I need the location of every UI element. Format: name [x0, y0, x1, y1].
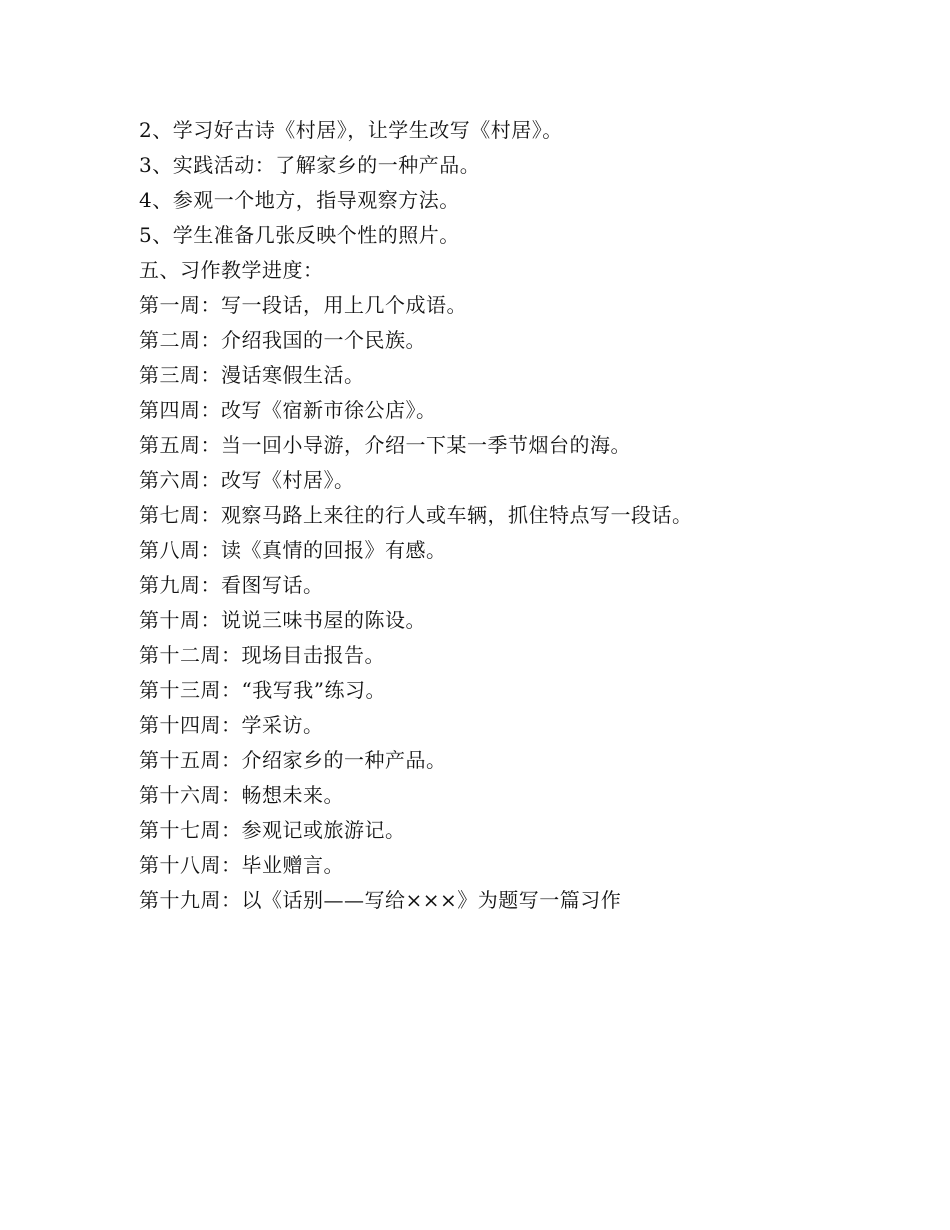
schedule-week-4: 第四周：改写《宿新市徐公店》。: [139, 398, 437, 422]
activity-item-3: 3、实践活动：了解家乡的一种产品。: [139, 153, 481, 177]
activity-item-2: 2、学习好古诗《村居》，让学生改写《村居》。: [139, 118, 563, 142]
schedule-week-18: 第十八周：毕业赠言。: [139, 853, 344, 877]
schedule-week-17: 第十七周：参观记或旅游记。: [139, 818, 406, 842]
schedule-week-19: 第十九周：以《话别——写给×××》为题写一篇习作: [139, 888, 622, 912]
section-heading-schedule: 五、习作教学进度：: [139, 258, 324, 282]
schedule-week-3: 第三周：漫话寒假生活。: [139, 363, 365, 387]
schedule-week-13: 第十三周：“我写我”练习。: [139, 678, 386, 702]
schedule-week-2: 第二周：介绍我国的一个民族。: [139, 328, 426, 352]
schedule-week-14: 第十四周：学采访。: [139, 713, 324, 737]
schedule-week-12: 第十二周：现场目击报告。: [139, 643, 385, 667]
schedule-week-9: 第九周：看图写话。: [139, 573, 324, 597]
schedule-week-8: 第八周：读《真情的回报》有感。: [139, 538, 447, 562]
schedule-week-6: 第六周：改写《村居》。: [139, 468, 355, 492]
schedule-week-10: 第十周：说说三味书屋的陈设。: [139, 608, 426, 632]
schedule-week-7: 第七周：观察马路上来往的行人或车辆，抓住特点写一段话。: [139, 503, 693, 527]
activity-item-5: 5、学生准备几张反映个性的照片。: [139, 223, 460, 247]
schedule-week-15: 第十五周：介绍家乡的一种产品。: [139, 748, 447, 772]
schedule-week-5: 第五周：当一回小导游，介绍一下某一季节烟台的海。: [139, 433, 631, 457]
activity-item-4: 4、参观一个地方，指导观察方法。: [139, 188, 460, 212]
schedule-week-1: 第一周：写一段话，用上几个成语。: [139, 293, 467, 317]
schedule-week-16: 第十六周：畅想未来。: [139, 783, 344, 807]
document-body: [139, 113, 839, 918]
